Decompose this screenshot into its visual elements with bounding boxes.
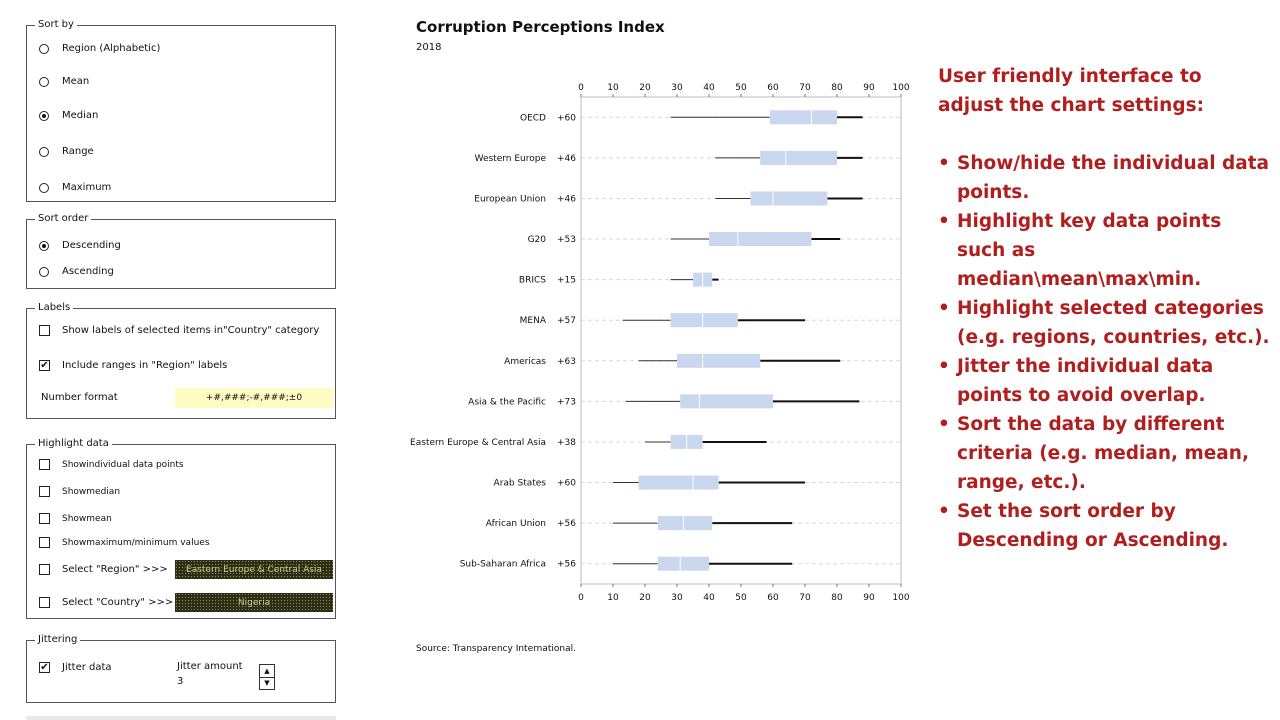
iqr-box	[760, 151, 837, 165]
jitter-amount-value[interactable]: 3	[177, 676, 184, 687]
radio-descending[interactable]	[39, 241, 49, 251]
notes-heading: User friendly interface to adjust the chart settings:	[938, 66, 1204, 116]
range-label: +38	[557, 437, 576, 448]
checkbox-label: Show labels of selected items in"Country" category	[62, 325, 320, 336]
sort-order-label: Ascending	[62, 266, 114, 277]
notes-bullet: • Sort the data by different criteria (e.g. median, mean, range, etc.).	[938, 410, 1273, 497]
radio-mean[interactable]	[39, 77, 49, 87]
iqr-box	[671, 313, 738, 327]
jittering-panel	[26, 634, 336, 703]
x-tick-label-bottom: 30	[671, 593, 683, 603]
spin-down-icon[interactable]: ▼	[264, 679, 270, 688]
notes-bullet: • Jitter the individual data points to avoid overlap.	[938, 352, 1273, 410]
range-label: +60	[557, 478, 576, 489]
sort-option-maximum[interactable]	[39, 182, 111, 193]
x-tick-label-bottom: 70	[799, 593, 811, 603]
x-tick-label-top: 0	[578, 83, 584, 93]
checkbox-label: Select "Country" >>>	[62, 597, 174, 608]
radio-maximum[interactable]	[39, 183, 49, 193]
x-tick-label-top: 40	[703, 83, 715, 93]
jitter-data-checkbox[interactable]	[39, 662, 50, 673]
x-tick-label-bottom: 40	[703, 593, 715, 603]
x-tick-label-top: 10	[607, 83, 619, 93]
sort-order-descending[interactable]	[39, 240, 121, 251]
category-label: OECD	[520, 113, 546, 124]
highlight-title: Highlight data	[35, 438, 112, 450]
notes-bullet: • Show/hide the individual data points.	[938, 149, 1273, 207]
boxplot-chart	[400, 70, 920, 640]
sort-option-label: Region (Alphabetic)	[62, 43, 161, 54]
radio-median[interactable]	[39, 111, 49, 121]
x-tick-label-bottom: 60	[767, 593, 779, 603]
range-label: +53	[557, 235, 576, 246]
notes-block	[938, 62, 1273, 555]
category-label: MENA	[519, 316, 546, 327]
sort-option-region[interactable]	[39, 43, 160, 54]
checkbox-label: Showmean	[62, 513, 112, 524]
category-label: G20	[527, 235, 546, 246]
sort-order-ascending[interactable]	[39, 266, 114, 277]
show-median-option[interactable]	[39, 486, 120, 497]
category-label: Arab States	[493, 478, 546, 489]
jitter-amount-spinner[interactable]	[259, 664, 275, 690]
country-selector[interactable]: Nigeria	[175, 593, 333, 612]
iqr-box	[709, 232, 811, 246]
x-tick-label-top: 50	[735, 83, 747, 93]
labels-title: Labels	[35, 302, 73, 314]
labels-panel	[26, 302, 336, 419]
range-label: +15	[557, 275, 576, 286]
sort-order-title: Sort order	[35, 213, 91, 225]
range-label: +63	[557, 356, 576, 367]
number-format-label: Number format	[41, 392, 118, 403]
checkbox-label: Jitter data	[62, 662, 112, 673]
checkmark-icon: ✔	[40, 359, 49, 371]
show-country-labels-checkbox[interactable]	[39, 325, 50, 336]
x-tick-label-top: 80	[831, 83, 843, 93]
checkbox-label: Select "Region" >>>	[62, 564, 168, 575]
show-country-labels-option[interactable]	[39, 325, 319, 336]
iqr-box	[639, 476, 719, 490]
x-tick-label-bottom: 20	[639, 593, 651, 603]
range-label: +46	[557, 194, 576, 205]
x-tick-label-bottom: 90	[863, 593, 875, 603]
range-label: +56	[557, 559, 576, 570]
x-tick-label-bottom: 50	[735, 593, 747, 603]
category-label: African Union	[485, 519, 546, 530]
notes-bullet: • Set the sort order by Descending or Ascending.	[938, 497, 1273, 555]
number-format-input[interactable]: +#,###;-#,###;±0	[175, 388, 333, 408]
plot-frame	[581, 97, 901, 584]
include-ranges-option[interactable]	[39, 360, 227, 371]
checkbox-label: Showindividual data points	[62, 459, 184, 470]
notes-bullet: • Highlight key data points such as median\mean\max\min.	[938, 207, 1273, 294]
show-individual-points-checkbox[interactable]	[39, 459, 50, 470]
select-country-checkbox[interactable]	[39, 597, 50, 608]
range-label: +57	[557, 316, 576, 327]
iqr-box	[658, 557, 709, 571]
x-tick-label-bottom: 80	[831, 593, 843, 603]
notes-list	[938, 149, 1273, 555]
x-tick-label-top: 30	[671, 83, 683, 93]
sort-by-panel	[26, 19, 336, 202]
iqr-box	[770, 110, 837, 124]
sort-option-median[interactable]	[39, 110, 98, 121]
checkbox-label: Include ranges in "Region" labels	[62, 360, 228, 371]
chart-source: Source: Transparency International.	[416, 644, 576, 654]
x-tick-label-top: 60	[767, 83, 779, 93]
range-label: +46	[557, 153, 576, 164]
sort-option-label: Range	[62, 146, 94, 157]
x-tick-label-bottom: 100	[892, 593, 910, 603]
number-format-row	[41, 392, 118, 403]
iqr-box	[658, 516, 712, 530]
include-ranges-checkbox[interactable]	[39, 360, 50, 371]
panel-edge	[26, 716, 336, 720]
checkmark-icon: ✔	[40, 661, 49, 673]
show-mean-checkbox[interactable]	[39, 513, 50, 524]
select-country-option[interactable]	[39, 597, 173, 608]
category-label: European Union	[474, 194, 546, 205]
radio-region[interactable]	[39, 44, 49, 54]
sort-option-label: Median	[62, 110, 99, 121]
chart-subtitle: 2018	[416, 42, 442, 53]
x-tick-label-top: 70	[799, 83, 811, 93]
range-label: +60	[557, 113, 576, 124]
category-label: Sub-Saharan Africa	[459, 559, 546, 570]
category-label: Asia & the Pacific	[468, 397, 546, 408]
chart-title: Corruption Perceptions Index	[416, 18, 665, 36]
notes-bullet: • Highlight selected categories (e.g. regions, countries, etc.).	[938, 294, 1273, 352]
show-mean-option[interactable]	[39, 513, 112, 524]
show-median-checkbox[interactable]	[39, 486, 50, 497]
sort-option-range[interactable]	[39, 146, 94, 157]
iqr-box	[677, 354, 760, 368]
sort-by-title: Sort by	[35, 19, 77, 31]
category-label: Western Europe	[474, 153, 546, 164]
sort-option-label: Maximum	[62, 182, 112, 193]
select-region-checkbox[interactable]	[39, 564, 50, 575]
category-label: Eastern Europe & Central Asia	[410, 437, 546, 448]
jitter-amount-label: Jitter amount	[177, 661, 243, 672]
show-maxmin-checkbox[interactable]	[39, 537, 50, 548]
x-tick-label-top: 20	[639, 83, 651, 93]
x-tick-label-bottom: 0	[578, 593, 584, 603]
select-region-option[interactable]	[39, 564, 168, 575]
range-label: +73	[557, 397, 576, 408]
radio-range[interactable]	[39, 147, 49, 157]
sort-option-mean[interactable]	[39, 76, 89, 87]
iqr-box	[680, 394, 773, 408]
category-label: BRICS	[518, 275, 546, 286]
jittering-title: Jittering	[35, 634, 80, 646]
region-selector[interactable]: Eastern Europe & Central Asia	[175, 560, 333, 579]
radio-ascending[interactable]	[39, 267, 49, 277]
jitter-data-option[interactable]	[39, 662, 112, 673]
sort-option-label: Mean	[62, 76, 90, 87]
spin-up-icon[interactable]: ▲	[260, 665, 274, 678]
sort-order-panel	[26, 213, 336, 289]
x-tick-label-bottom: 10	[607, 593, 619, 603]
x-tick-label-top: 90	[863, 83, 875, 93]
highlight-panel	[26, 438, 336, 619]
sort-order-label: Descending	[62, 240, 121, 251]
show-maxmin-option[interactable]	[39, 537, 210, 548]
show-individual-points-option[interactable]	[39, 459, 184, 470]
checkbox-label: Showmaximum/minimum values	[62, 537, 210, 548]
category-label: Americas	[504, 356, 546, 367]
range-label: +56	[557, 519, 576, 530]
checkbox-label: Showmedian	[62, 486, 121, 497]
iqr-box	[751, 191, 828, 205]
x-tick-label-top: 100	[892, 83, 910, 93]
